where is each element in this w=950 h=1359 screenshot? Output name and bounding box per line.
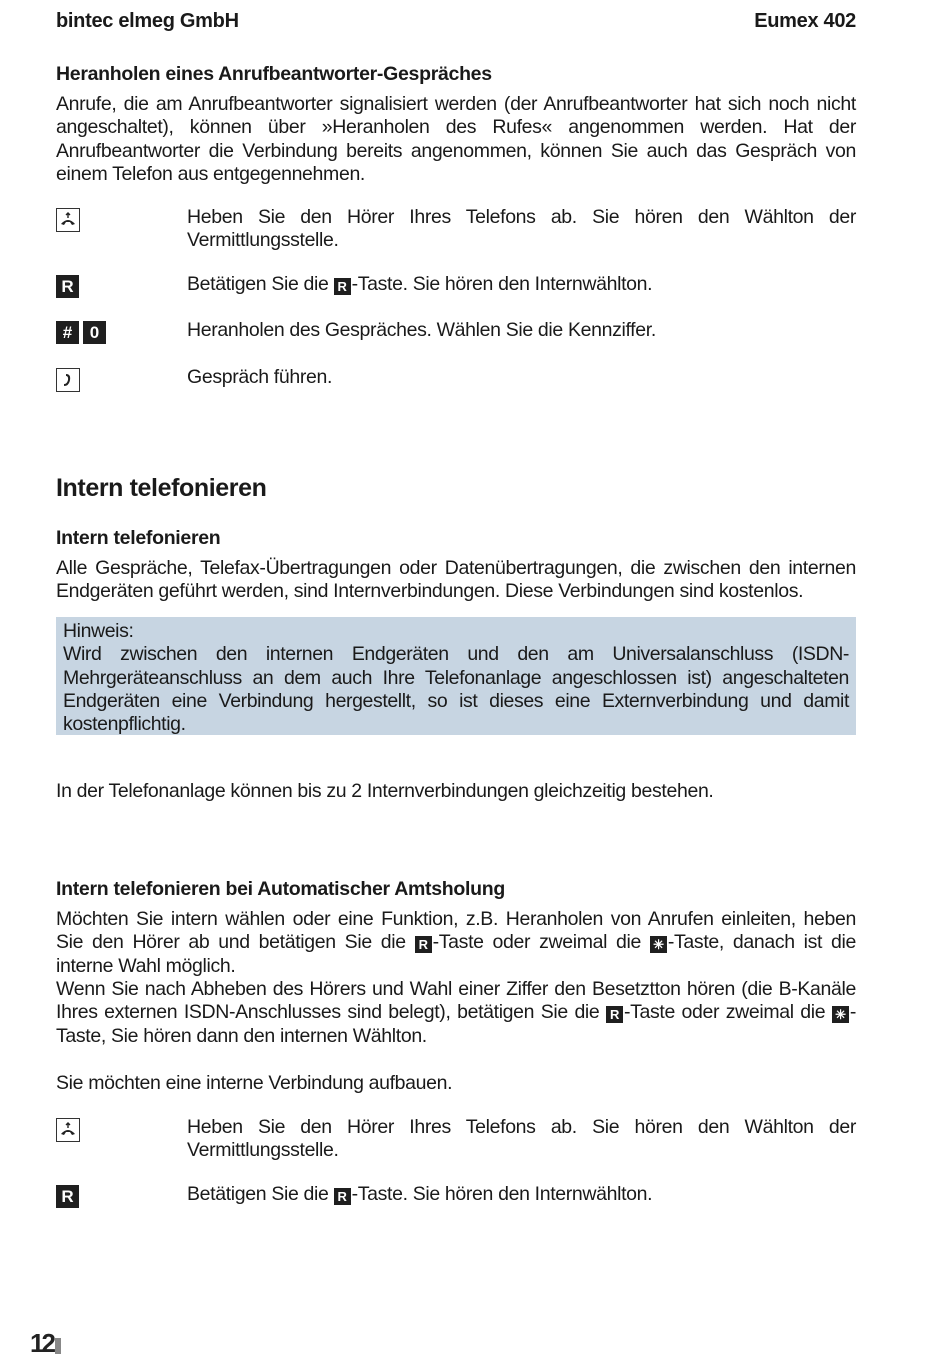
- note-box: [56, 617, 856, 735]
- handset-talk-icon: [56, 368, 80, 392]
- note-text: Wird zwischen den internen Endgeräten und den am Universalanschluss (ISDN-Mehrgeräteanschluss an dem auch Ihre Telefonanlage angeschlossen ist) angeschalteten Endgeräten eine Verbindung hergestellt, so ist dieses eine Externverbindung und damit kostenpflichtig.: [63, 643, 849, 736]
- company-name: bintec elmeg GmbH: [56, 10, 239, 32]
- product-name: Eumex 402: [754, 10, 856, 32]
- star-key-inline-icon: ✳: [650, 936, 667, 953]
- handset-lift-icon: [56, 1118, 80, 1142]
- intern-heading: Intern telefonieren: [56, 527, 221, 549]
- hash-zero-keys-icon: [56, 321, 106, 344]
- step-text: [187, 273, 856, 296]
- intern-intro: Alle Gespräche, Telefax-Übertragungen oder Datenübertragungen, die zwischen den internen Endgeräten geführt werden, sind Internverbindungen. Diese Verbindungen sind kostenlos.: [56, 557, 856, 603]
- hash-key-icon: #: [56, 321, 79, 344]
- r-key-icon: R: [56, 1185, 79, 1208]
- star-key-inline-icon: ✳: [832, 1006, 849, 1023]
- auto-line-paragraph-1: [56, 908, 856, 978]
- step-text-before: Betätigen Sie die: [187, 273, 334, 295]
- text-run: -Taste, danach ist die interne Wahl möglich.: [56, 931, 856, 977]
- auto-line-paragraph-2: [56, 978, 856, 1048]
- zero-key-icon: 0: [83, 321, 106, 344]
- step-text-after: -Taste. Sie hören den Internwählton.: [351, 273, 653, 295]
- auto-line-paragraph-3: Sie möchten eine interne Verbindung aufbauen.: [56, 1072, 453, 1094]
- step-text: Heranholen des Gespräches. Wählen Sie die Kennziffer.: [187, 319, 656, 341]
- r-key-inline-icon: R: [334, 1188, 351, 1205]
- step-text: Heben Sie den Hörer Ihres Telefons ab. Sie hören den Wählton der Vermittlungsstelle.: [187, 206, 856, 252]
- handset-lift-icon: [56, 208, 80, 232]
- note-label: Hinweis:: [63, 620, 134, 642]
- step-text-after: -Taste. Sie hören den Internwählton.: [351, 1183, 653, 1205]
- r-key-inline-icon: R: [415, 936, 432, 953]
- answering-machine-intro: Anrufe, die am Anrufbeantworter signalisiert werden (der Anrufbeantworter hat sich noch nicht angeschaltet), können über »Heranholen des Rufes« angenommen werden. Hat der Anrufbeantworter die Verbindung bereits angenommen, können Sie auch das Gespräch von einem Telefon aus entgegennehmen.: [56, 93, 856, 185]
- page-number: 12: [30, 1328, 61, 1359]
- text-run: Wenn Sie nach Abheben des Hörers und Wahl einer Ziffer den Besetztton hören (die B-Kanäle Ihres externen ISDN-Anschlusses sind belegt), betätigen Sie die: [56, 978, 856, 1024]
- step-text: Heben Sie den Hörer Ihres Telefons ab. Sie hören den Wählton der Vermittlungsstelle.: [187, 1116, 856, 1162]
- step-text: Gespräch führen.: [187, 366, 333, 388]
- step-text: [187, 1183, 856, 1206]
- r-key-inline-icon: R: [334, 278, 351, 295]
- text-run: -Taste, Sie hören dann den internen Wählton.: [56, 1001, 856, 1047]
- r-key-icon: R: [56, 275, 79, 298]
- text-run: Möchten Sie intern wählen oder eine Funktion, z.B. Heranholen von Anrufen einleiten, heben Sie den Hörer ab und betätigen Sie die: [56, 908, 856, 954]
- auto-line-heading: Intern telefonieren bei Automatischer Amtsholung: [56, 878, 505, 900]
- text-run: -Taste oder zweimal die: [432, 931, 650, 954]
- page-header: [56, 10, 856, 33]
- intern-capacity: In der Telefonanlage können bis zu 2 Internverbindungen gleichzeitig bestehen.: [56, 780, 714, 802]
- section-title: Intern telefonieren: [56, 474, 267, 502]
- text-run: -Taste oder zweimal die: [623, 1001, 832, 1024]
- answering-machine-heading: Heranholen eines Anrufbeantworter-Gespräches: [56, 63, 492, 85]
- step-text-before: Betätigen Sie die: [187, 1183, 334, 1205]
- r-key-inline-icon: R: [606, 1006, 623, 1023]
